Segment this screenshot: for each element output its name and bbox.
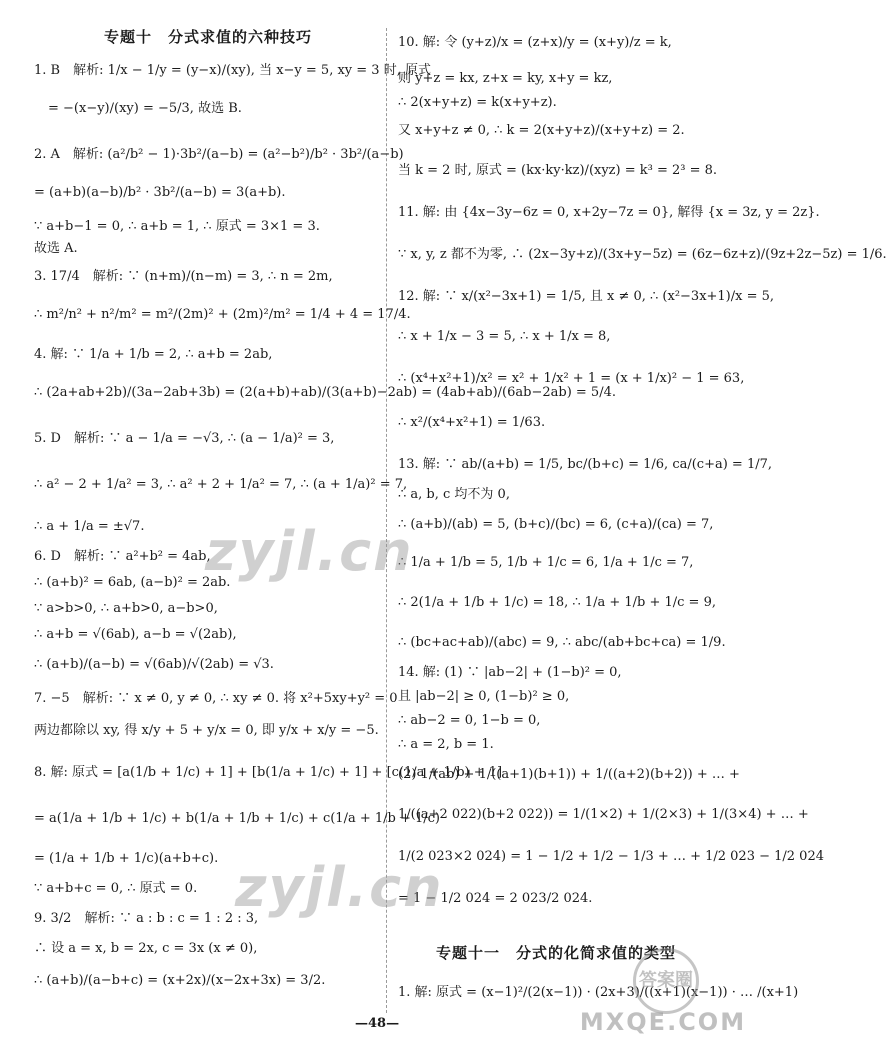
q11-line1: 11. 解: 由 {4x−3y−6z = 0, x+2y−7z = 0}, 解得 {x = 3z, y = 2z}. <box>398 205 820 220</box>
watermark-top: zyjl.cn <box>205 520 414 583</box>
q13-line6: ∴ (bc+ac+ab)/(abc) = 9, ∴ abc/(ab+bc+ca) = 1/9. <box>398 635 726 650</box>
q12-line1: 12. 解: ∵ x/(x²−3x+1) = 1/5, 且 x ≠ 0, ∴ (x²−3x+1)/x = 5, <box>398 289 775 304</box>
q9-line1: 9. 3/2 解析: ∵ a : b : c = 1 : 2 : 3, <box>34 911 259 926</box>
q6-line5: ∴ (a+b)/(a−b) = √(6ab)/√(2ab) = √3. <box>34 657 274 672</box>
q12-line4: ∴ x²/(x⁴+x²+1) = 1/63. <box>398 415 546 430</box>
q14-line5: (2) 1/(ab) + 1/((a+1)(b+1)) + 1/((a+2)(b+2)) + … + <box>398 767 740 782</box>
q6-line3: ∵ a>b>0, ∴ a+b>0, a−b>0, <box>34 601 218 616</box>
q14-line3: ∴ ab−2 = 0, 1−b = 0, <box>398 713 541 728</box>
q8-line4: ∵ a+b+c = 0, ∴ 原式 = 0. <box>34 881 198 896</box>
q8-line1: 8. 解: 原式 = [a(1/b + 1/c) + 1] + [b(1/a + 1/c) + 1] + [c(1/a + 1/b) + 1] <box>34 765 503 780</box>
q5-line3: ∴ a + 1/a = ±√7. <box>34 519 145 534</box>
q14-line4: ∴ a = 2, b = 1. <box>398 737 494 752</box>
q6-line4: ∴ a+b = √(6ab), a−b = √(2ab), <box>34 627 237 642</box>
q1-line2: = −(x−y)/(xy) = −5/3, 故选 B. <box>48 101 242 116</box>
q4-line1: 4. 解: ∵ 1/a + 1/b = 2, ∴ a+b = 2ab, <box>34 347 273 362</box>
q8-line2: = a(1/a + 1/b + 1/c) + b(1/a + 1/b + 1/c) + c(1/a + 1/b + 1/c) <box>34 811 440 826</box>
q3-line2: ∴ m²/n² + n²/m² = m²/(2m)² + (2m)²/m² = 1/4 + 4 = 17/4. <box>34 307 411 322</box>
q7-line1: 7. −5 解析: ∵ x ≠ 0, y ≠ 0, ∴ xy ≠ 0. 将 x²+5xy+y² = 0 <box>34 691 398 706</box>
right-section-title: 专题十一 分式的化简求值的类型 <box>436 944 677 962</box>
q13-line1: 13. 解: ∵ ab/(a+b) = 1/5, bc/(b+c) = 1/6, ca/(c+a) = 1/7, <box>398 457 773 472</box>
q10-line4: 又 x+y+z ≠ 0, ∴ k = 2(x+y+z)/(x+y+z) = 2. <box>398 123 685 138</box>
q10-line1: 10. 解: 令 (y+z)/x = (z+x)/y = (x+y)/z = k, <box>398 35 672 50</box>
q2-line1: 2. A 解析: (a²/b² − 1)·3b²/(a−b) = (a²−b²)/b² · 3b²/(a−b) <box>34 147 404 162</box>
q9-line3: ∴ (a+b)/(a−b+c) = (x+2x)/(x−2x+3x) = 3/2. <box>34 973 326 988</box>
q12-line3: ∴ (x⁴+x²+1)/x² = x² + 1/x² + 1 = (x + 1/x)² − 1 = 63, <box>398 371 745 386</box>
q13-line4: ∴ 1/a + 1/b = 5, 1/b + 1/c = 6, 1/a + 1/c = 7, <box>398 555 694 570</box>
q14-line2: 且 |ab−2| ≥ 0, (1−b)² ≥ 0, <box>398 689 570 704</box>
q1-line1: 1. B 解析: 1/x − 1/y = (y−x)/(xy), 当 x−y = 5, xy = 3 时, 原式 <box>34 63 431 78</box>
corner-stamp-logo <box>578 948 748 1038</box>
q14-line1: 14. 解: (1) ∵ |ab−2| + (1−b)² = 0, <box>398 665 622 680</box>
q8-line3: = (1/a + 1/b + 1/c)(a+b+c). <box>34 851 219 866</box>
q5-line2: ∴ a² − 2 + 1/a² = 3, ∴ a² + 2 + 1/a² = 7, ∴ (a + 1/a)² = 7, <box>34 477 408 492</box>
q13-line3: ∴ (a+b)/(ab) = 5, (b+c)/(bc) = 6, (c+a)/(ca) = 7, <box>398 517 714 532</box>
q10-line5: 当 k = 2 时, 原式 = (kx·ky·kz)/(xyz) = k³ = 2³ = 8. <box>398 163 718 178</box>
watermark-bottom: zyjl.cn <box>235 856 444 919</box>
q14-line6: 1/((a+2 022)(b+2 022)) = 1/(1×2) + 1/(2×3) + 1/(3×4) + … + <box>398 807 809 822</box>
q3-line1: 3. 17/4 解析: ∵ (n+m)/(n−m) = 3, ∴ n = 2m, <box>34 269 333 284</box>
q6-line1: 6. D 解析: ∵ a²+b² = 4ab, <box>34 549 211 564</box>
q7-line2: 两边都除以 xy, 得 x/y + 5 + y/x = 0, 即 y/x + x/y = −5. <box>34 723 379 738</box>
q13-line5: ∴ 2(1/a + 1/b + 1/c) = 18, ∴ 1/a + 1/b + 1/c = 9, <box>398 595 716 610</box>
left-section-title: 专题十 分式求值的六种技巧 <box>104 28 313 46</box>
q11-line2: ∵ x, y, z 都不为零, ∴ (2x−3y+z)/(3x+y−5z) = (6z−6z+z)/(9z+2z−5z) = 1/6. <box>398 247 887 262</box>
next-q1-line1: 1. 解: 原式 = (x−1)²/(2(x−1)) · (2x+3)/((x+1)(x−1)) · … /(x+1) <box>398 985 799 1000</box>
q4-line2: ∴ (2a+ab+2b)/(3a−2ab+3b) = (2(a+b)+ab)/(3(a+b)−2ab) = (4ab+ab)/(6ab−2ab) = 5/4. <box>34 385 616 400</box>
q2-line3: ∵ a+b−1 = 0, ∴ a+b = 1, ∴ 原式 = 3×1 = 3. <box>34 219 320 234</box>
q10-line2: 则 y+z = kx, z+x = ky, x+y = kz, <box>398 71 613 86</box>
q10-line3: ∴ 2(x+y+z) = k(x+y+z). <box>398 95 557 110</box>
stamp-circle-icon: 答案圈 <box>633 948 699 1014</box>
q5-line1: 5. D 解析: ∵ a − 1/a = −√3, ∴ (a − 1/a)² = 3, <box>34 431 335 446</box>
q13-line2: ∴ a, b, c 均不为 0, <box>398 487 510 502</box>
q2-line4: 故选 A. <box>34 241 78 256</box>
q12-line2: ∴ x + 1/x − 3 = 5, ∴ x + 1/x = 8, <box>398 329 611 344</box>
q2-line2: = (a+b)(a−b)/b² · 3b²/(a−b) = 3(a+b). <box>34 185 286 200</box>
q14-line7: 1/(2 023×2 024) = 1 − 1/2 + 1/2 − 1/3 + … + 1/2 023 − 1/2 024 <box>398 849 824 864</box>
q6-line2: ∴ (a+b)² = 6ab, (a−b)² = 2ab. <box>34 575 231 590</box>
stamp-site-text: MXQE.COM <box>579 1008 747 1036</box>
q9-line2: ∴ 设 a = x, b = 2x, c = 3x (x ≠ 0), <box>34 941 258 956</box>
q14-line8: = 1 − 1/2 024 = 2 023/2 024. <box>398 891 593 906</box>
page-number: —48— <box>355 1016 400 1031</box>
